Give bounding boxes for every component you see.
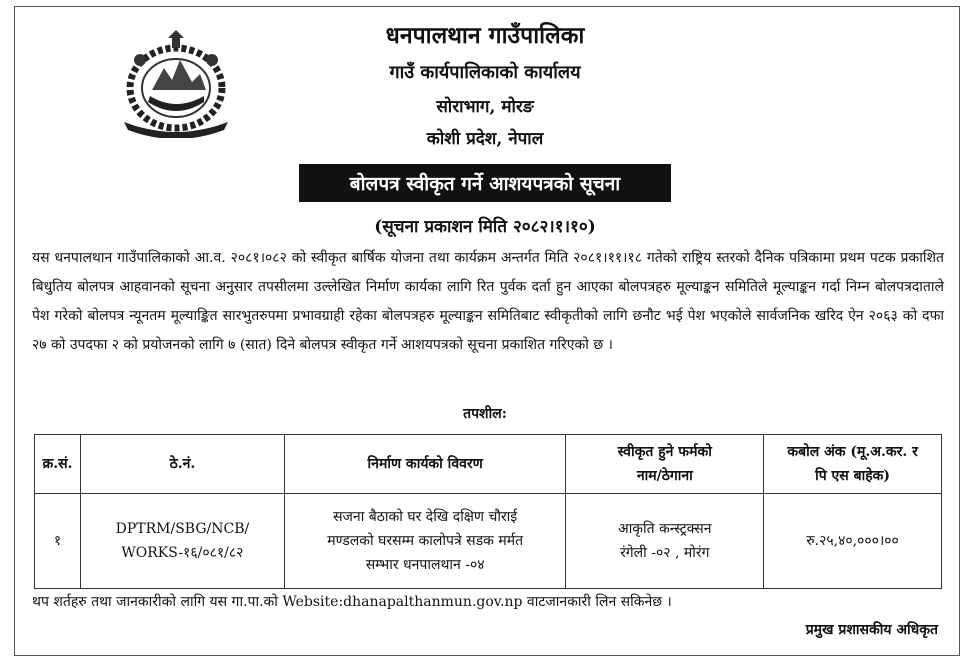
table-header-row bbox=[35, 435, 942, 494]
firm-address: रंगेली -०२ , मोरंग bbox=[620, 545, 710, 561]
office-province: कोशी प्रदेश, नेपाल bbox=[426, 129, 544, 149]
cell-amount: रु.२५,४०,०००।०० bbox=[764, 494, 942, 589]
header-firm bbox=[566, 435, 764, 494]
header-amount-line-1: कबोल अंक (मू.अ.कर. र bbox=[787, 444, 918, 460]
office-name: गाउँ कार्यपालिकाको कार्यालय bbox=[389, 62, 581, 83]
notice-body: यस धनपालथान गाउँपालिकाको आ.व. २०८१।०८२ को स्वीकृत बार्षिक योजना तथा कार्यक्रम अन्तर्गत मिति २०८१।११।१८ गतेको राष्ट्रिय स्तरको दैनिक पत्रिकामा प्रथम पटक प्रकाशित बिधुतिय बोलपत्र आहवानको सूचना अनुसार तपसीलमा उल्लेखित निर्माण कार्यका लागि रित पुर्वक दर्ता हुन आएका बोलपत्रहरु मूल्याङ्कन समितिले मूल्याङ्कन गर्दा निम्न बोलपत्रदाताले पेश गरेको बोलपत्र न्यूनतम मूल्याङ्कित सारभुतरुपमा प्रभावग्राही रहेका बोलपत्रहरु मूल्याङ्कन समितिबाट स्वीकृतीको लागि छनौट भई पेश भएकोले सार्वजनिक खरिद ऐन २०६३ को दफा २७ को उपदफा २ को प्रयोजनको लागि ७ (सात) दिने बोलपत्र स्वीकृत गर्ने आशयपत्रको सूचना प्रकाशित गरिएको छ । bbox=[32, 250, 944, 353]
description-line-1: सजना बैठाको घर देखि दक्षिण चौराई bbox=[333, 509, 518, 525]
office-location: सोराभाग, मोरङ bbox=[436, 97, 534, 117]
cell-contract-no bbox=[80, 494, 284, 589]
firm-name: आकृति कन्स्ट्रक्सन bbox=[618, 521, 712, 537]
header-contract-no: ठे.नं. bbox=[80, 435, 284, 494]
description-line-2: मण्डलको घरसम्म कालोपत्रे सडक मर्मत bbox=[327, 533, 524, 549]
cell-firm bbox=[566, 494, 764, 589]
publication-date: (सूचना प्रकाशन मिति २०८२।१।१०) bbox=[374, 217, 596, 237]
description-line-3: सम्भार धनपालथान -०४ bbox=[365, 557, 485, 573]
cell-description bbox=[284, 494, 566, 589]
details-table bbox=[34, 434, 942, 589]
header-amount-line-2: पि एस बाहेक) bbox=[815, 468, 891, 484]
cell-sn: १ bbox=[35, 494, 81, 589]
footer-note: थप शर्तहरु तथा जानकारीको लागि यस गा.पा.को Website:dhanapalthanmun.gov.np वाटजानकारी लिन सकिनेछ । bbox=[32, 594, 672, 610]
contract-no-line-1: DPTRM/SBG/NCB/ bbox=[115, 521, 250, 537]
org-name: धनपालथान गाउँपालिका bbox=[385, 22, 585, 49]
header-firm-line-1: स्वीकृत हुने फर्मको bbox=[617, 444, 712, 460]
details-label: तपशील: bbox=[463, 406, 507, 422]
contract-no-line-2: WORKS-१६/०८१/८२ bbox=[121, 545, 244, 561]
header-description: निर्माण कार्यको विवरण bbox=[284, 435, 566, 494]
header-sn: क्र.सं. bbox=[35, 435, 81, 494]
signatory: प्रमुख प्रशासकीय अधिकृत bbox=[805, 622, 938, 638]
header-amount bbox=[764, 435, 942, 494]
notice-title: बोलपत्र स्वीकृत गर्ने आशयपत्रको सूचना bbox=[299, 164, 671, 202]
table-row bbox=[35, 494, 942, 589]
header-firm-line-2: नाम/ठेगाना bbox=[636, 468, 693, 484]
